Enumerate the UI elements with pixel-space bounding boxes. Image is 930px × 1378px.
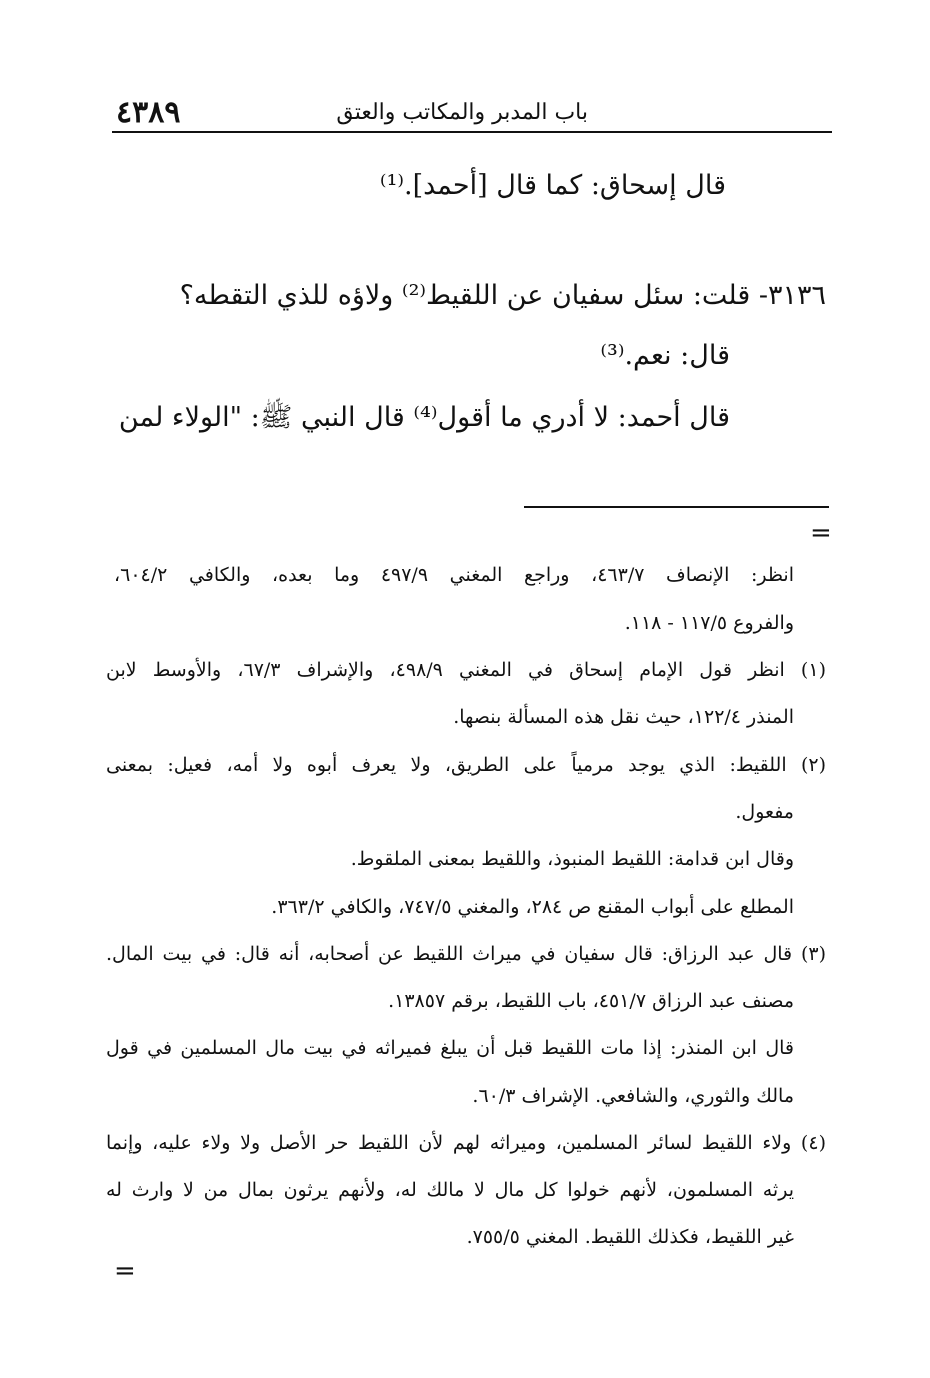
continuation-mark-bottom: = [114, 1256, 136, 1286]
continuation-mark-top: = [810, 518, 832, 548]
footnote-line: مصنف عبد الرزاق ٤٥١/٧، باب اللقيط، برقم ١٣٨٥٧. [388, 990, 794, 1012]
footnote-line: مفعول. [735, 801, 794, 823]
footnote-line: وقال ابن قدامة: اللقيط المنبوذ، واللقيط بمعنى الملقوط. [350, 848, 794, 870]
footnote-line: مالك والثوري، والشافعي. الإشراف ٦٠/٣. [472, 1085, 794, 1107]
footnote-line: المنذر ١٢٢/٤، حيث نقل هذه المسألة بنصها. [453, 706, 794, 728]
page-number: ٤٣٨٩ [116, 95, 181, 130]
main-line-2-question: ٣١٣٦- قلت: سئل سفيان عن اللقيط⁽²⁾ ولاؤه للذي التقطه؟ [179, 280, 826, 311]
main-line-4: قال أحمد: لا أدري ما أقول⁽⁴⁾ قال النبي ﷺ: "الولاء لمن [118, 402, 730, 433]
footnote-2: (٢) اللقيط: الذي يوجد مرمياً على الطريق، ولا يعرف أبوه ولا أمه، فعيل: بمعنى [106, 754, 826, 776]
footnote-line: يرثه المسلمون، لأنهم خولوا كل مال لا مالك له، ولأنهم يرثون بمال من لا وارث له [106, 1179, 794, 1201]
footnote-1: (١) انظر قول الإمام إسحاق في المغني ٤٩٨/٩، والإشراف ٦٧/٣، والأوسط لابن [106, 659, 826, 681]
footnote-line: المطلع على أبواب المقنع ص ٢٨٤، والمغني ٧٤٧/٥، والكافي ٣٦٣/٢. [271, 896, 794, 918]
main-line-1: قال إسحاق: كما قال [أحمد].⁽¹⁾ [379, 170, 726, 201]
footnote-line: والفروع ١١٧/٥ - ١١٨. [624, 612, 794, 634]
footnote-rule [524, 506, 829, 508]
footnote-3: (٣) قال عبد الرزاق: قال سفيان في ميراث اللقيط عن أصحابه، أنه قال: في بيت المال. [106, 943, 826, 965]
footnote-4: (٤) ولاء اللقيط لسائر المسلمين، وميراثه لهم لأن اللقيط حر الأصل ولا ولاء عليه، وإنما [106, 1132, 826, 1154]
header-rule [112, 131, 832, 133]
footnote-line: انظر: الإنصاف ٤٦٣/٧، وراجع المغني ٤٩٧/٩ وما بعده، والكافي ٦٠٤/٢، [114, 564, 795, 586]
footnote-line: قال ابن المنذر: إذا مات اللقيط قبل أن يبلغ فميراثه في بيت مال المسلمين في قول [106, 1037, 794, 1059]
chapter-title: باب المدبر والمكاتب والعتق [336, 100, 588, 125]
main-line-3-answer: قال: نعم.⁽³⁾ [600, 340, 730, 371]
footnote-line: غير اللقيط، فكذلك اللقيط. المغني ٧٥٥/٥. [466, 1226, 794, 1248]
